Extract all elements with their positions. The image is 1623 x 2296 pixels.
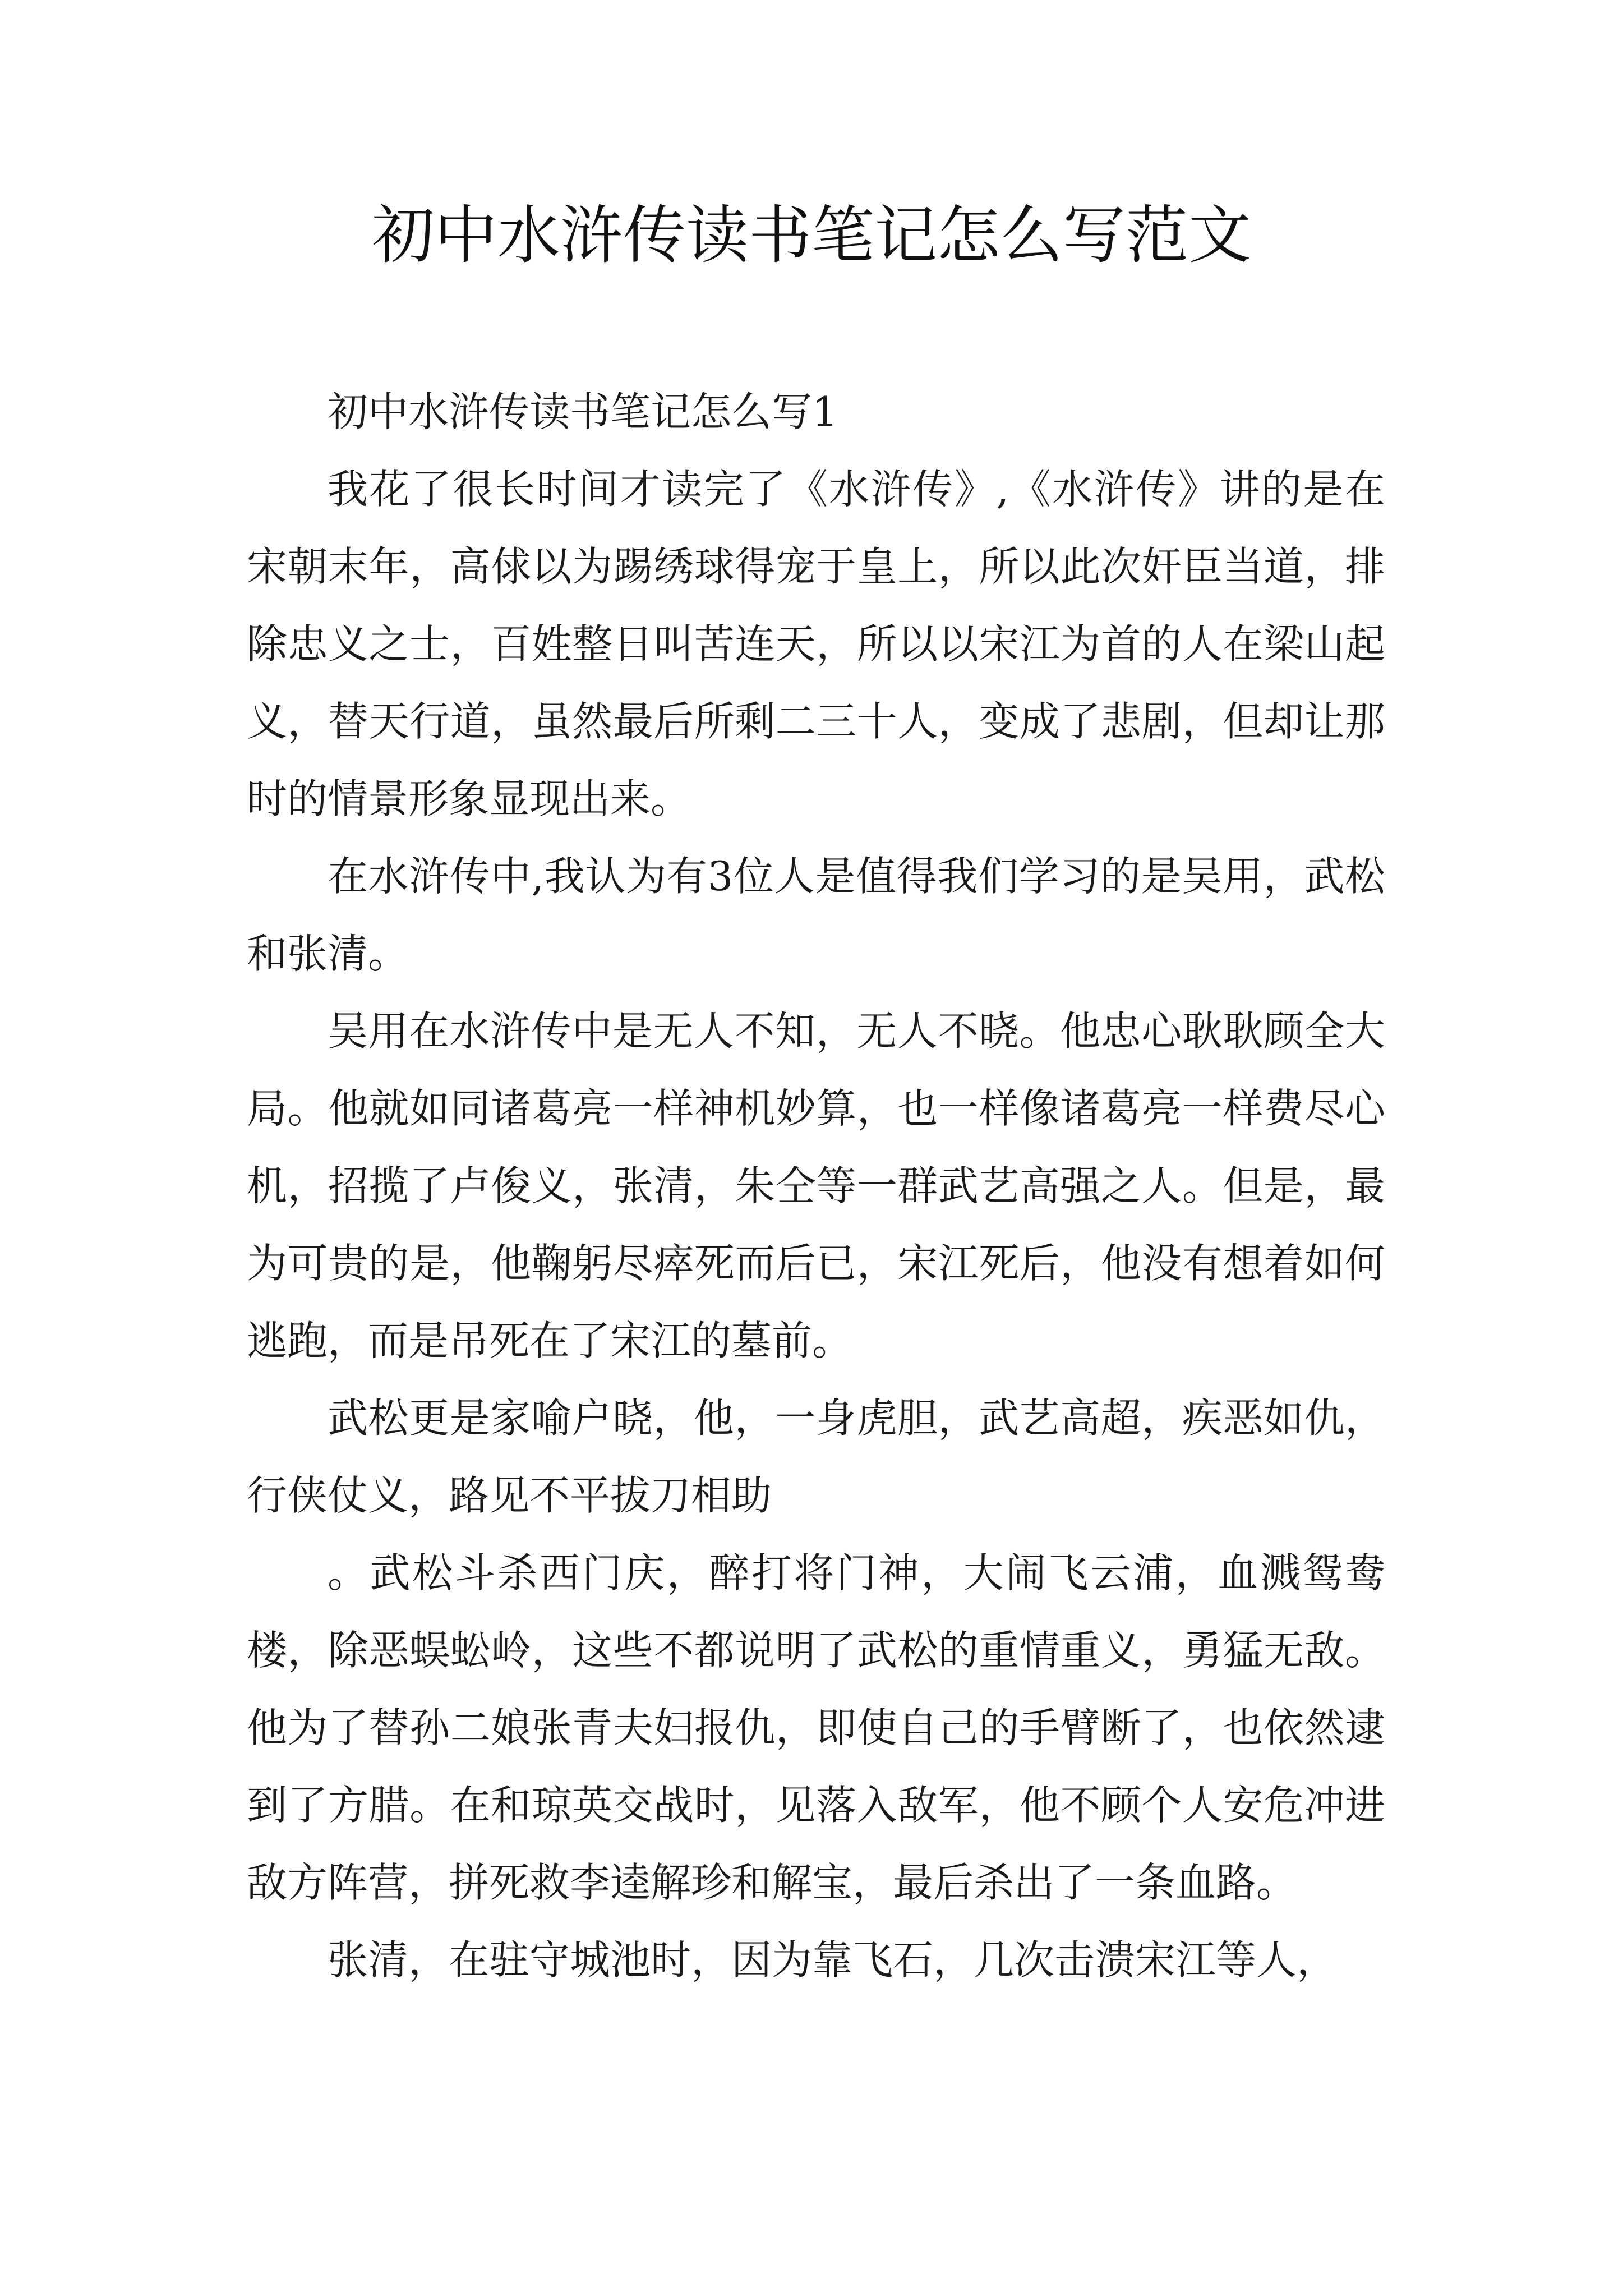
paragraph: 。武松斗杀西门庆，醉打将门神，大闹飞云浦，血溅鸳鸯楼，除恶蜈蚣岭，这些不都说明了武松的重情重义，勇猛无敌。他为了替孙二娘张青夫妇报仇，即使自己的手臂断了，也依然逮到了方腊。在和琼英交战时，见落入敌军，他不顾个人安危冲进敌方阵营，拼死救李逵解珍和解宝，最后杀出了一条血路。 bbox=[247, 1549, 1385, 1906]
paragraph: 武松更是家喻户晓，他，一身虎胆，武艺高超，疾恶如仇，行侠仗义，路见不平拔刀相助 bbox=[247, 1395, 1385, 1519]
paragraph: 吴用在水浒传中是无人不知，无人不晓。他忠心耿耿顾全大局。他就如同诸葛亮一样神机妙算，也一样像诸葛亮一样费尽心机，招揽了卢俊义，张清，朱仝等一群武艺高强之人。但是，最为可贵的是，他鞠躬尽瘁死而后已，宋江死后，他没有想着如何逃跑，而是吊死在了宋江的墓前。 bbox=[247, 1007, 1385, 1364]
paragraph: 我花了很长时间才读完了《水浒传》,《水浒传》讲的是在宋朝末年，高俅以为踢绣球得宠于皇上，所以此次奸臣当道，排除忠义之士，百姓整日叫苦连天，所以以宋江为首的人在梁山起义，替天行道，虽然最后所剩二三十人，变成了悲剧，但却让那时的情景形象显现出来。 bbox=[247, 466, 1385, 822]
document-title: 初中水浒传读书笔记怎么写范文 bbox=[372, 199, 1251, 272]
paragraph: 张清，在驻守城池时，因为靠飞石，几次击溃宋江等人， bbox=[328, 1936, 1338, 1984]
paragraph: 在水浒传中,我认为有3位人是值得我们学习的是吴用，武松和张清。 bbox=[247, 853, 1385, 977]
document-body bbox=[247, 373, 1385, 1999]
paragraph-heading: 初中水浒传读书笔记怎么写1 bbox=[328, 388, 838, 435]
